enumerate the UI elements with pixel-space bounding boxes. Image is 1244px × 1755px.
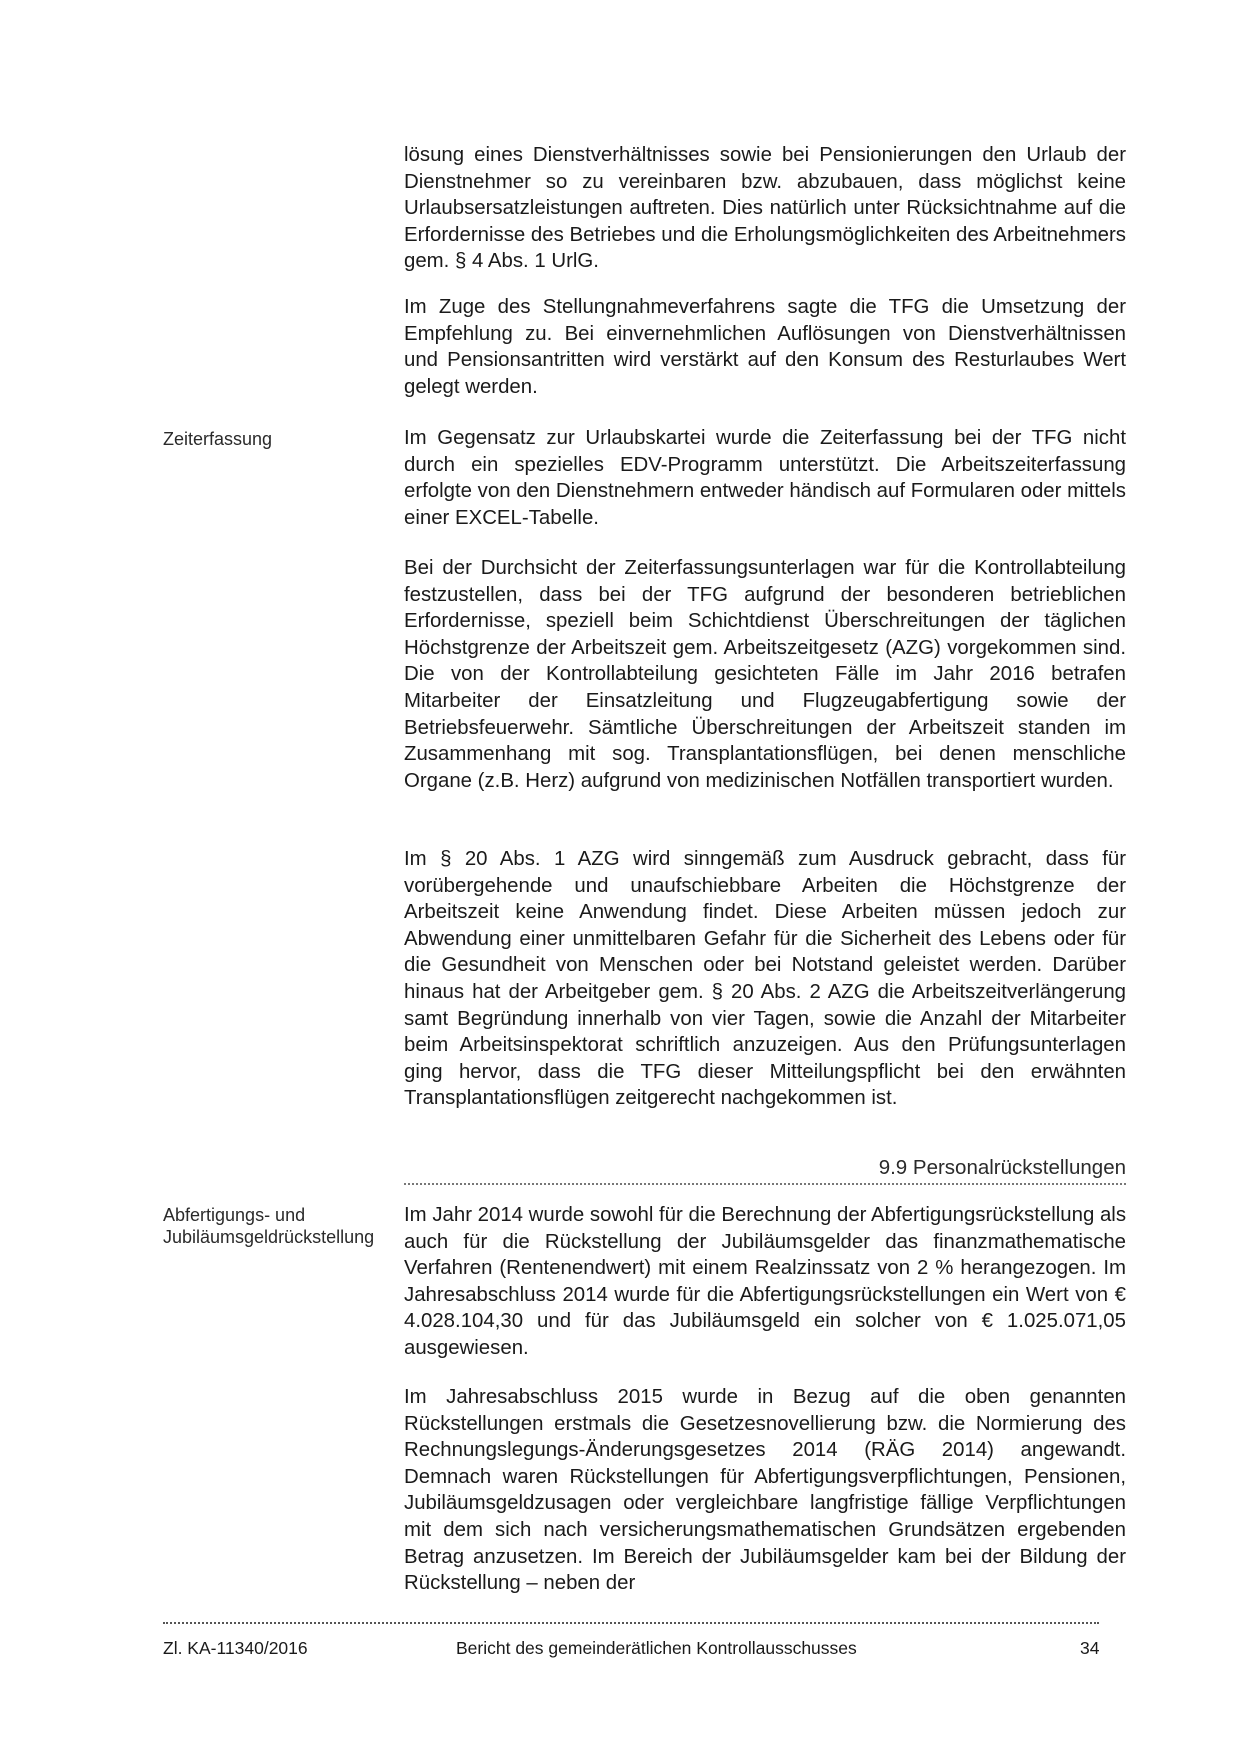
- footer-title: Bericht des gemeinderätlichen Kontrollausschusses: [456, 1638, 857, 1658]
- paragraph-jahresabschluss-2015: Im Jahresabschluss 2015 wurde in Bezug auf die oben genannten Rückstellungen erstmals die Gesetzesnovellierung bzw. die Normierung des Rechnungslegungs-Änderungsgesetzes 2014 (RÄG 2014) angewandt. Demnach waren Rückstellungen für Abfertigungsverpflichtungen, Pensionen, Jubiläumsgeldzusagen oder vergleichbare langfristige fällige Verpflichtungen mit dem sich nach versicherungsmathematischen Grundsätzen ergebenden Betrag anzusetzen. Im Bereich der Jubiläumsgelder kam bei der Bildung der Rückstellung – neben der: [404, 1386, 1126, 1595]
- margin-note-zeiterfassung: Zeiterfassung: [163, 429, 273, 449]
- section-heading: 9.9 Personalrückstellungen: [404, 1155, 1126, 1185]
- paragraph-zeiterfassung: Im Gegensatz zur Urlaubskartei wurde die Zeiterfassung bei der TFG nicht durch ein spezielles EDV-Programm unterstützt. Die Arbeitszeiterfassung erfolgte von den Dienstnehmern entweder händisch auf Formularen oder mittels einer EXCEL-Tabelle.: [404, 427, 1126, 529]
- paragraph-azg: Im § 20 Abs. 1 AZG wird sinngemäß zum Ausdruck gebracht, dass für vorübergehende und unaufschiebbare Arbeiten die Höchstgrenze der Arbeitszeit keine Anwendung findet. Diese Arbeiten müssen jedoch zur Abwendung einer unmittelbaren Gefahr für die Sicherheit des Lebens oder für die Gesundheit von Menschen oder bei Notstand geleistet werden. Darüber hinaus hat der Arbeitgeber gem. § 20 Abs. 2 AZG die Arbeitszeitverlängerung samt Begründung innerhalb von vier Tagen, sowie die Anzahl der Mitarbeiter beim Arbeitsinspektorat schriftlich anzuzeigen. Aus den Prüfungsunterlagen ging hervor, dass die TFG dieser Mitteilungspflicht bei den erwähnten Transplantationsflügen zeitgerecht nachgekommen ist.: [404, 848, 1126, 1110]
- page-number: 34: [1080, 1638, 1100, 1658]
- margin-note-abfertigung: Abfertigungs- und Jubiläumsgeldrückstellung: [163, 1205, 375, 1247]
- footer-reference: Zl. KA-11340/2016: [163, 1638, 308, 1658]
- footer-divider: [163, 1622, 1099, 1624]
- paragraph-urlaub-continuation: lösung eines Dienstverhältnisses sowie bei Pensionierungen den Urlaub der Dienstnehmer so zu vereinbaren bzw. abzubauen, dass möglichst keine Urlaubsersatzleistungen auftreten. Dies natürlich unter Rücksichtnahme auf die Erfordernisse des Betriebes und die Erholungsmöglichkeiten des Arbeitnehmers gem. § 4 Abs. 1 UrlG.: [404, 144, 1127, 273]
- paragraph-durchsicht: Bei der Durchsicht der Zeiterfassungsunterlagen war für die Kontrollabteilung festzustellen, dass bei der TFG aufgrund der besonderen betrieblichen Erfordernisse, speziell beim Schichtdienst Überschreitungen der täglichen Höchstgrenze der Arbeitszeit gem. Arbeitszeitgesetz (AZG) vorgekommen sind. Die von der Kontrollabteilung gesichteten Fälle im Jahr 2016 betrafen Mitarbeiter der Einsatzleitung und Flugzeugabfertigung sowie der Betriebsfeuerwehr. Sämtliche Überschreitungen der Arbeitszeit standen im Zusammenhang mit sog. Transplantationsflügen, bei denen menschliche Organe (z.B. Herz) aufgrund von medizinischen Notfällen transportiert wurden.: [404, 557, 1126, 792]
- paragraph-stellungnahme: Im Zuge des Stellungnahmeverfahrens sagte die TFG die Umsetzung der Empfehlung zu. Bei einvernehmlichen Auflösungen von Dienstverhältnissen und Pensionsantritten wird verstärkt auf den Konsum des Resturlaubes Wert gelegt werden.: [404, 296, 1126, 398]
- paragraph-abfertigung-2014: Im Jahr 2014 wurde sowohl für die Berechnung der Abfertigungsrückstellung als auch für die Rückstellung der Jubiläumsgelder das finanzmathematische Verfahren (Rentenendwert) mit einem Realzinssatz von 2 % herangezogen. Im Jahresabschluss 2014 wurde für die Abfertigungsrückstellungen ein Wert von € 4.028.104,30 und für das Jubiläumsgeld ein solcher von € 1.025.071,05 ausgewiesen.: [404, 1204, 1127, 1359]
